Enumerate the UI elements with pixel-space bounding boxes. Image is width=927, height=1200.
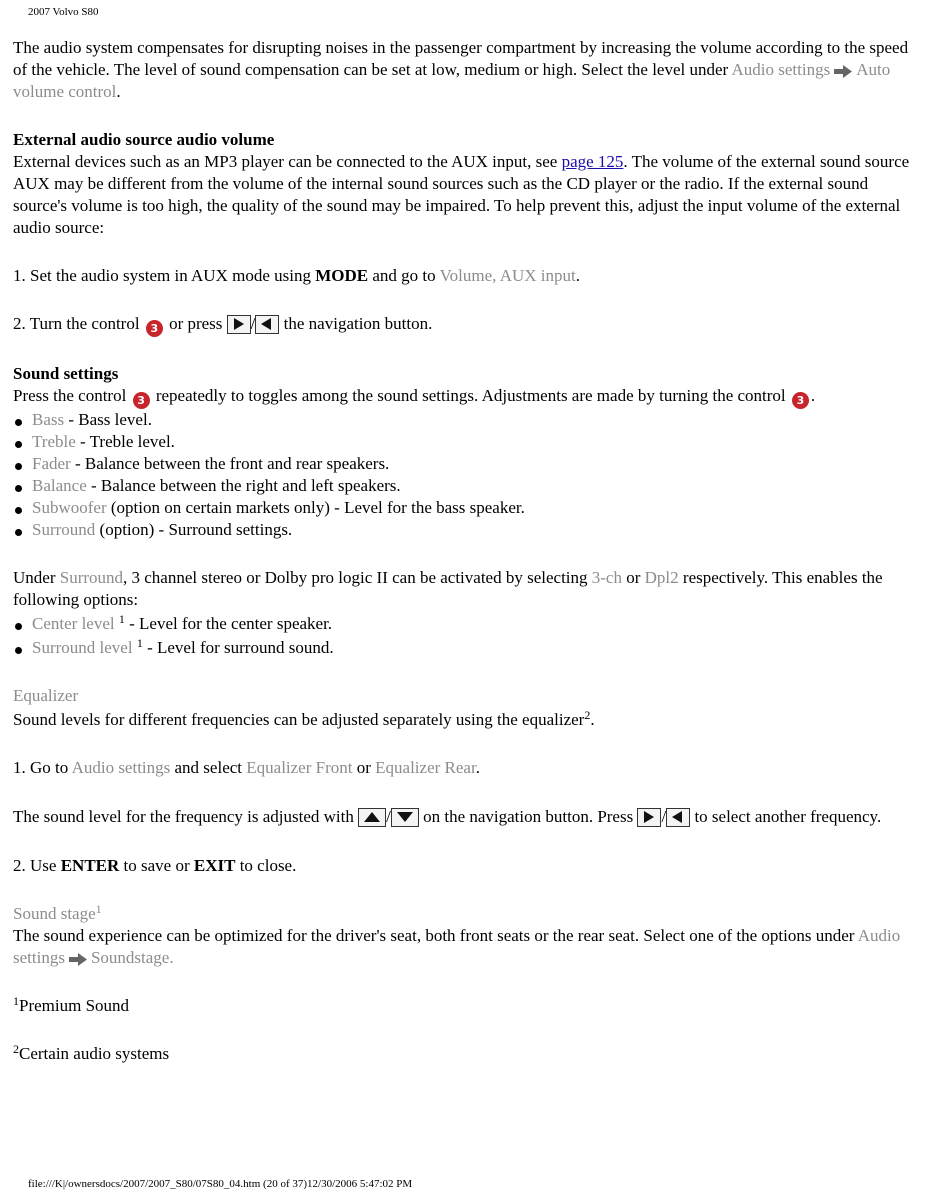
page-link[interactable]: page 125: [561, 152, 624, 171]
external-step-2: 2. Turn the control 3 or press / the navigation button.: [13, 314, 433, 335]
footnote: $^2$Certain audio systems: [13, 1042, 170, 1063]
external-step-1: 1. Set the audio system in AUX mode using MODE and go to Volume, AUX input.: [13, 266, 580, 285]
sound-stage-paragraph: The sound experience can be optimized for the driver's seat, both front seats or the rear seat. Select one of the options under Audio settings Soundstage.: [13, 926, 901, 967]
document-body: [13, 37, 913, 1065]
surround-options-list: [13, 613, 913, 659]
control-3-icon: 3: [792, 392, 809, 409]
arrow-right-icon: [834, 65, 852, 78]
footnote: $^1$Premium Sound: [13, 994, 130, 1015]
menu-auto-volume: Auto volume control: [13, 60, 891, 101]
control-3-icon: 3: [133, 392, 150, 409]
header-title: 2007 Volvo S80: [28, 6, 99, 18]
equalizer-step-2: 2. Use ENTER to save or EXIT to close.: [13, 856, 297, 875]
list-item: Surround (option) - Surround settings.: [13, 519, 913, 541]
footer-path: file:///K|/ownersdocs/2007/2007_S80/07S80_04.htm (20 of 37)12/30/2006 5:47:02 PM: [28, 1178, 413, 1190]
nav-left-icon: [255, 315, 279, 334]
sound-stage-heading: Sound stage$^1$: [13, 902, 102, 923]
list-item: Subwoofer (option on certain markets only) - Level for the bass speaker.: [13, 497, 913, 519]
sound-paragraph: Press the control 3 repeatedly to toggles among the sound settings. Adjustments are made by turning the control 3 .: [13, 386, 816, 407]
sound-settings-list: [13, 409, 913, 541]
equalizer-heading: Equalizer: [13, 686, 79, 705]
list-item: Bass - Bass level.: [13, 409, 913, 431]
external-heading: External audio source audio volume: [13, 130, 275, 149]
list-item: Balance - Balance between the right and left speakers.: [13, 475, 913, 497]
menu-audio-settings: Audio settings: [731, 60, 831, 79]
sound-heading: Sound settings: [13, 364, 119, 383]
control-3-icon: 3: [146, 320, 163, 337]
list-item: Treble - Treble level.: [13, 431, 913, 453]
nav-down-icon: [391, 808, 419, 827]
surround-paragraph: Under Surround, 3 channel stereo or Dolby pro logic II can be activated by selecting 3-ch or Dpl2 respectively. This enables the following options:: [13, 568, 883, 609]
nav-up-icon: [358, 808, 386, 827]
nav-left-icon: [666, 808, 690, 827]
equalizer-paragraph: Sound levels for different frequencies can be adjusted separately using the equalizer$^2$.: [13, 708, 595, 729]
list-item: Surround level $^1$ - Level for surround sound.: [13, 637, 913, 659]
arrow-right-icon: [69, 953, 87, 966]
equalizer-adjust-paragraph: The sound level for the frequency is adjusted with / on the navigation button. Press / to select another frequency.: [13, 807, 882, 826]
external-paragraph: External devices such as an MP3 player can be connected to the AUX input, see page 125. The volume of the external sound source AUX may be different from the volume of the internal sound sources such as the CD player or the radio. If the external sound source's volume is too high, the quality of the sound may be impaired. To help prevent this, adjust the input volume of the external audio source:: [13, 152, 910, 237]
nav-right-icon: [637, 808, 661, 827]
equalizer-step-1: 1. Go to Audio settings and select Equalizer Front or Equalizer Rear.: [13, 758, 480, 777]
list-item: Center level $^1$ - Level for the center speaker.: [13, 613, 913, 635]
nav-right-icon: [227, 315, 251, 334]
list-item: Fader - Balance between the front and rear speakers.: [13, 453, 913, 475]
intro-paragraph: The audio system compensates for disrupting noises in the passenger compartment by increasing the volume according to the speed of the vehicle. The level of sound compensation can be set at low, medium or high. Select the level under Audio settings Auto volume control.: [13, 38, 909, 101]
